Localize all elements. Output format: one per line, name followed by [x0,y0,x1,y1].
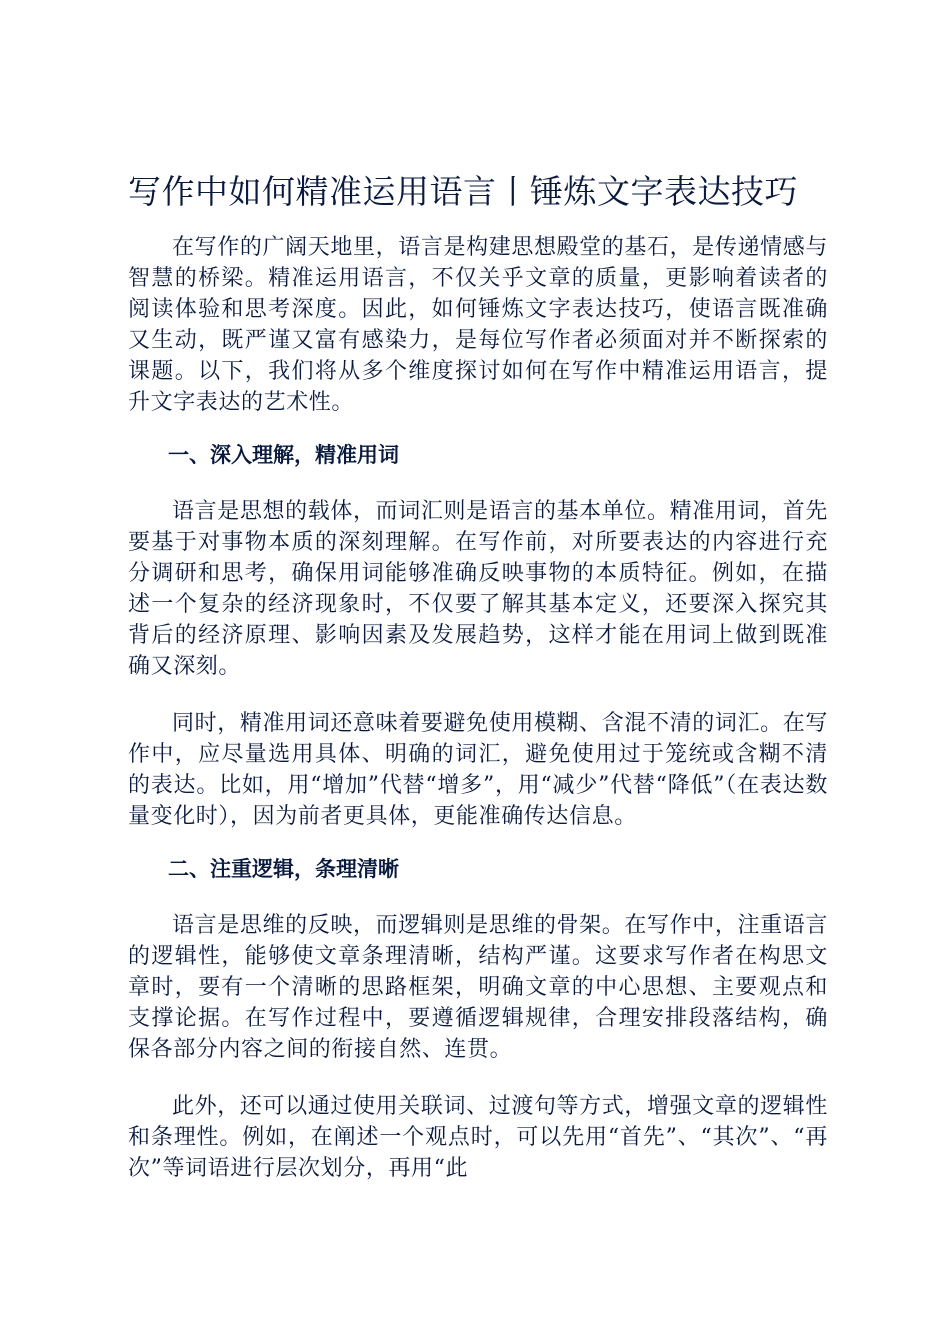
section-2-paragraph-1: 语言是思维的反映，而逻辑则是思维的骨架。在写作中，注重语言的逻辑性，能够使文章条理清晰，结构严谨。这要求写作者在构思文章时，要有一个清晰的思路框架，明确文章的中心思想、主要观点和支撑论据。在写作过程中，要遵循逻辑规律，合理安排段落结构，确保各部分内容之间的衔接自然、连贯。 [128,913,828,1062]
document-page [128,170,828,1184]
intro-paragraph: 在写作的广阔天地里，语言是构建思想殿堂的基石，是传递情感与智慧的桥梁。精准运用语言，不仅关乎文章的质量，更影响着读者的阅读体验和思考深度。因此，如何锤炼文字表达技巧，使语言既准确又生动，既严谨又富有感染力，是每位写作者必须面对并不断探索的课题。以下，我们将从多个维度探讨如何在写作中精准运用语言，提升文字表达的艺术性。 [128,235,828,415]
section-heading-2: 二、注重逻辑，条理清晰 [168,857,399,881]
section-heading-1: 一、深入理解，精准用词 [168,443,399,467]
section-1-paragraph-1: 语言是思想的载体，而词汇则是语言的基本单位。精准用词，首先要基于对事物本质的深刻理解。在写作前，对所要表达的内容进行充分调研和思考，确保用词能够准确反映事物的本质特征。例如，在描述一个复杂的经济现象时，不仅要了解其基本定义，还要深入探究其背后的经济原理、影响因素及发展趋势，这样才能在用词上做到既准确又深刻。 [128,499,828,679]
section-2-paragraph-2: 此外，还可以通过使用关联词、过渡句等方式，增强文章的逻辑性和条理性。例如，在阐述一个观点时，可以先用“首先”、“其次”、“再次”等词语进行层次划分，再用“此 [128,1094,828,1181]
section-1-paragraph-2: 同时，精准用词还意味着要避免使用模糊、含混不清的词汇。在写作中，应尽量选用具体、明确的词汇，避免使用过于笼统或含糊不清的表达。比如，用“增加”代替“增多”，用“减少”代替“降低”（在表达数量变化时），因为前者更具体，更能准确传达信息。 [128,711,828,829]
document-title: 写作中如何精准运用语言丨锤炼文字表达技巧 [128,172,798,211]
